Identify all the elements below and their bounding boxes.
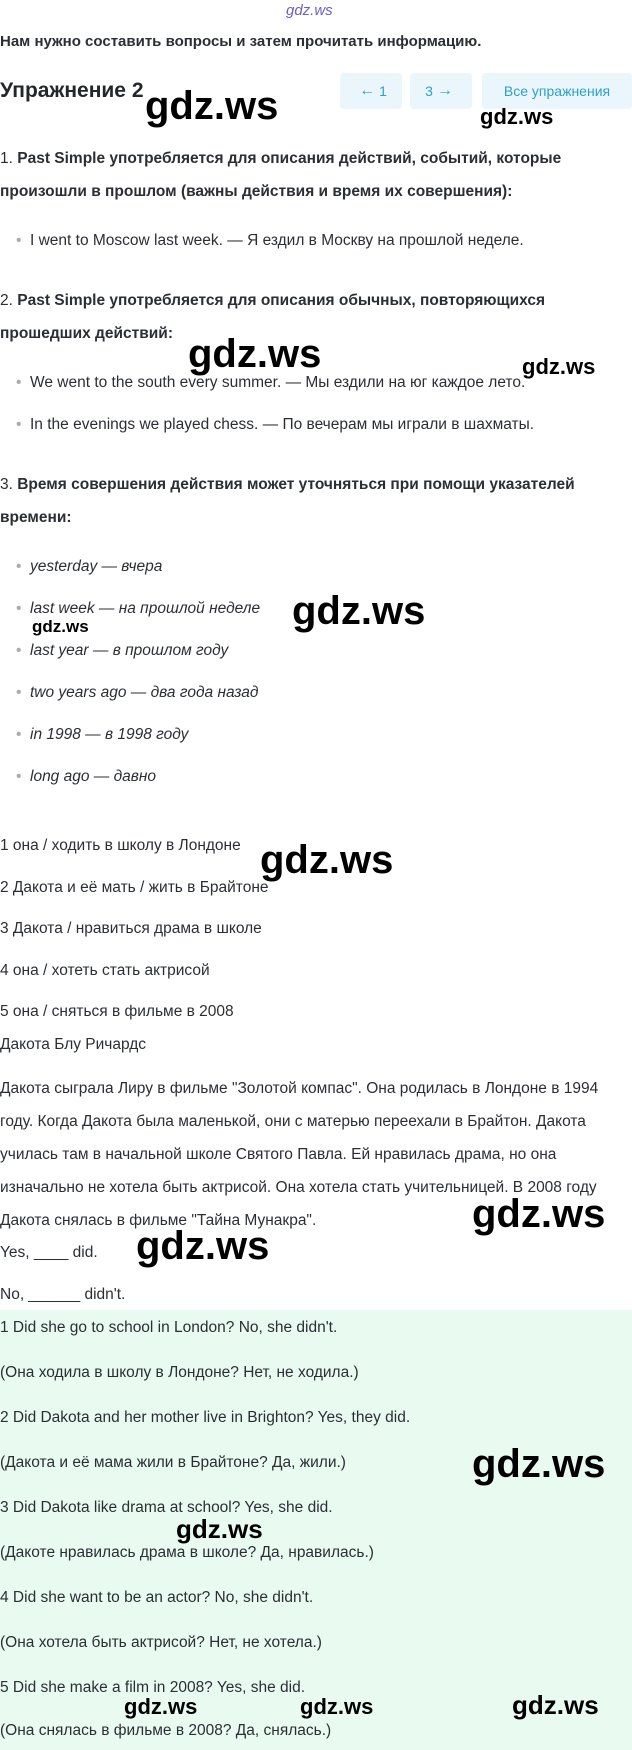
rule-text: Past Simple употребляется для описания действий, событий, которые произошли в прошлом (важны действия и время их совершения):	[0, 150, 562, 200]
list-item	[0, 558, 162, 576]
intro-text: Нам нужно составить вопросы и затем прочитать информацию.	[0, 33, 482, 50]
watermark: gdz.ws	[512, 1690, 599, 1720]
site-logo[interactable]: gdz.ws	[286, 2, 333, 19]
watermark: gdz.ws	[176, 1514, 263, 1544]
bullet-icon: •	[16, 416, 22, 433]
example-text: In the evenings we played chess. — По вечерам мы играли в шахматы.	[30, 416, 535, 433]
watermark: gdz.ws	[522, 354, 596, 379]
list-item	[0, 726, 188, 744]
all-exercises-label: Все упражнения	[503, 83, 611, 99]
watermark: gdz.ws	[32, 617, 89, 636]
prev-exercise-label: 1	[379, 83, 387, 99]
arrow-left-icon: ←	[359, 82, 376, 99]
bullet-icon: •	[16, 684, 22, 701]
answer-translation: (Дакоте нравилась драма в школе? Да, нравилась.)	[0, 1544, 374, 1561]
bullet-icon: •	[16, 558, 22, 575]
bullet-icon: •	[16, 232, 22, 249]
list-item	[0, 232, 524, 250]
answer-translation: (Дакота и её мама жили в Брайтоне? Да, жили.)	[0, 1454, 346, 1471]
rule-text: Past Simple употребляется для описания обычных, повторяющихся прошедших действий:	[0, 292, 546, 342]
time-marker: in 1998 — в 1998 году	[30, 726, 189, 743]
watermark: gdz.ws	[300, 1694, 374, 1719]
next-exercise-label: 3	[425, 83, 433, 99]
bullet-icon: •	[16, 374, 22, 391]
bullet-icon: •	[16, 768, 22, 785]
answer-line: 4 Did she want to be an actor? No, she didn't.	[0, 1589, 314, 1606]
rule-3	[0, 468, 610, 534]
page-title: Упражнение 2	[0, 79, 144, 102]
answer-translation: (Она ходила в школу в Лондоне? Нет, не ходила.)	[0, 1364, 359, 1381]
watermark: gdz.ws	[188, 332, 322, 376]
answer-line: 5 Did she make a film in 2008? Yes, she did.	[0, 1679, 306, 1696]
arrow-right-icon: →	[436, 82, 453, 99]
task-item: 3 Дакота / нравиться драма в школе	[0, 920, 262, 937]
task-item: 1 она / ходить в школу в Лондоне	[0, 837, 241, 854]
watermark: gdz.ws	[124, 1694, 198, 1719]
prev-exercise-button[interactable]	[340, 73, 402, 109]
text-body: Дакота сыграла Лиру в фильме "Золотой компас". Она родилась в Лондоне в 1994 году. Когда Дакота была маленькой, они с матерью переехали в Брайтон. Дакота училась там в начальной школе Святого Павла. Ей нравилась драма, но она изначально не хотела быть актрисой. Она хотела стать учительницей. В 2008 году Дакота снялась в фильме "Тайна Мунакра".	[0, 1080, 599, 1229]
task-item: 2 Дакота и её мать / жить в Брайтоне	[0, 879, 269, 896]
list-item	[0, 416, 534, 434]
rule-1	[0, 142, 610, 208]
bullet-icon: •	[16, 600, 22, 617]
watermark: gdz.ws	[136, 1224, 270, 1268]
yes-pattern: Yes, ____ did.	[0, 1244, 98, 1261]
time-marker: long ago — давно	[30, 768, 157, 785]
watermark: gdz.ws	[145, 84, 279, 128]
bullet-icon: •	[16, 642, 22, 659]
watermark: gdz.ws	[292, 589, 426, 633]
answer-line: 2 Did Dakota and her mother live in Brighton? Yes, they did.	[0, 1409, 411, 1426]
list-item	[0, 684, 258, 702]
rule-text: Время совершения действия может уточняться при помощи указателей времени:	[0, 476, 575, 526]
watermark: gdz.ws	[472, 1442, 606, 1486]
watermark: gdz.ws	[472, 1192, 606, 1236]
rule-number: 2.	[0, 292, 18, 309]
next-exercise-button[interactable]	[410, 73, 472, 109]
time-marker: last week — на прошлой неделе	[30, 600, 261, 617]
example-text: I went to Moscow last week. — Я ездил в Москву на прошлой неделе.	[30, 232, 524, 249]
bullet-icon: •	[16, 726, 22, 743]
example-text: We went to the south every summer. — Мы ездили на юг каждое лето.	[30, 374, 526, 391]
answer-translation: (Она снялась в фильме в 2008? Да, снялась.)	[0, 1722, 332, 1739]
rule-number: 3.	[0, 476, 18, 493]
answer-line: 3 Did Dakota like drama at school? Yes, she did.	[0, 1499, 333, 1516]
no-pattern: No, ______ didn't.	[0, 1286, 126, 1303]
list-item	[0, 768, 156, 786]
answer-translation: (Она хотела быть актрисой? Нет, не хотела.)	[0, 1634, 322, 1651]
time-marker: two years ago — два года назад	[30, 684, 259, 701]
list-item	[0, 600, 260, 618]
time-marker: yesterday — вчера	[30, 558, 163, 575]
answer-line: 1 Did she go to school in London? No, she didn't.	[0, 1319, 338, 1336]
watermark: gdz.ws	[480, 104, 554, 129]
task-item: 5 она / сняться в фильме в 2008	[0, 1003, 234, 1020]
watermark: gdz.ws	[260, 838, 394, 882]
task-item: 4 она / хотеть стать актрисой	[0, 962, 210, 979]
time-marker: last year — в прошлом году	[30, 642, 229, 659]
list-item	[0, 642, 228, 660]
text-title: Дакота Блу Ричардс	[0, 1036, 147, 1053]
rule-number: 1.	[0, 150, 18, 167]
